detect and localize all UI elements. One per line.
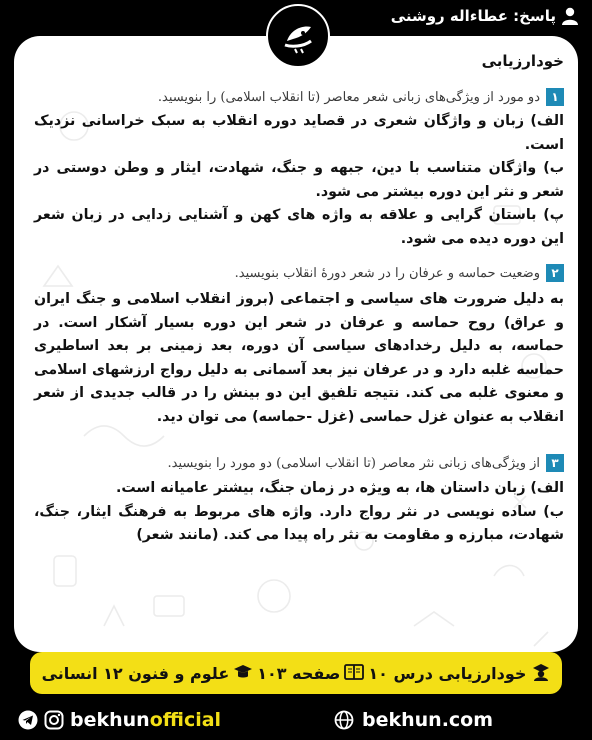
book-icon — [344, 663, 364, 683]
answer-line: ب) ساده نویسی در نثر رواج دارد. واژه های مربوط به فرهنگ ایثار، جنگ، شهادت، مبارزه و مقاومت به نثر راه پیدا می کند. (مانند شعر) — [34, 503, 564, 543]
answer-line: الف) زبان داستان ها، به ویژه در زمان جنگ، بیشتر عامیانه است. — [115, 480, 564, 496]
banner-page: صفحه ۱۰۳ — [257, 663, 341, 683]
graduation-cap-icon — [233, 663, 253, 683]
lesson-banner — [30, 652, 562, 694]
answer-author-text: پاسخ: عطاءاله روشنی — [390, 7, 556, 25]
student-icon — [530, 663, 550, 683]
handle-prefix: bekhun — [70, 709, 150, 731]
question-2-answer — [34, 288, 564, 429]
telegram-icon[interactable] — [18, 710, 38, 730]
answer-line: به دلیل ضرورت های سیاسی و اجتماعی (بروز انقلاب اسلامی و جنگ ایران و عراق) روح حماسه و عرفان در شعر این دوره بسیار آشکار است. در حماسه، به دلیل رخدادهای سیاسی آن دوره، بعد زمینی بر بعد اساطیری حماسه غلبه دارد و در عرفان نیز بعد آسمانی به دلیل رواج ارزشهای اسلامی و معنوی غلبه می کند. نتیجه تلفیق این دو بینش را در قالب جدیدی از شعر انقلاب به عنوان غزل حماسی (غزل -حماسه) می توان دید. — [34, 291, 564, 425]
website-text: bekhun.com — [362, 709, 494, 731]
question-1-prompt: دو مورد از ویژگی‌های زبانی شعر معاصر (تا انقلاب اسلامی) را بنویسید. — [157, 89, 540, 105]
instagram-icon[interactable] — [44, 710, 64, 730]
question-2-prompt: وضعیت حماسه و عرفان را در شعر دورهٔ انقلاب بنویسید. — [234, 265, 540, 281]
social-handle[interactable] — [18, 709, 221, 731]
website-link[interactable] — [334, 709, 493, 731]
question-2-header — [235, 264, 564, 282]
bekhun-logo — [266, 4, 330, 68]
question-3-answer — [34, 477, 564, 548]
person-icon — [562, 7, 578, 25]
question-2-number: ۲ — [546, 264, 564, 282]
question-3-prompt: از ویژگی‌های زبانی نثر معاصر (تا انقلاب اسلامی) دو مورد را بنویسید. — [167, 455, 540, 471]
question-3-number: ۳ — [546, 454, 564, 472]
question-3-header — [168, 454, 565, 472]
globe-icon — [334, 710, 354, 730]
question-1-header — [158, 88, 564, 106]
answer-line: ب) واژگان متناسب با دین، جبهه و جنگ، شهادت، ایثار و وطن دوستی در شعر و نثر این دوره بیشتر می شود. — [34, 160, 564, 200]
answer-author — [391, 7, 578, 25]
footer — [0, 700, 592, 740]
handle-accent: official — [149, 709, 222, 731]
content-card — [14, 36, 578, 652]
question-1-number: ۱ — [546, 88, 564, 106]
banner-lesson: خودارزیابی درس ۱۰ — [368, 663, 527, 683]
section-title: خودارزیابی — [481, 52, 564, 70]
banner-course: علوم و فنون ۱۲ انسانی — [41, 663, 230, 683]
answer-line: الف) زبان و واژگان شعری در قصاید دوره انقلاب به سبک خراسانی نزدیک است. — [34, 113, 564, 153]
answer-line: پ) باستان گرایی و علاقه به واژه های کهن و آشنایی زدایی در زبان شعر این دوره دیده می شود. — [34, 207, 564, 247]
question-1-answer — [34, 110, 564, 251]
